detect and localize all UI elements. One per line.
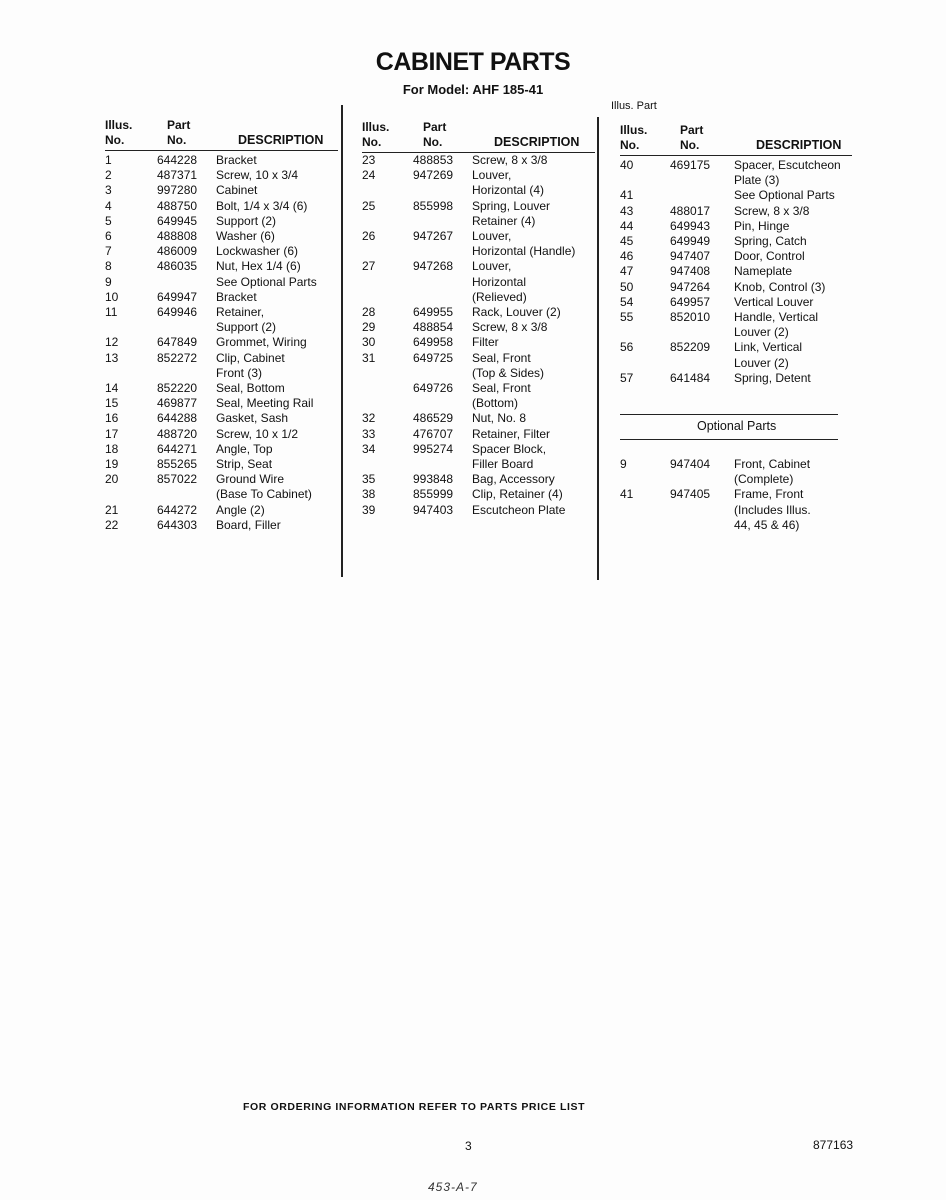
description: Gasket, Sash bbox=[216, 411, 289, 426]
part-number: 649949 bbox=[670, 234, 711, 248]
illus-number: 8 bbox=[105, 259, 112, 274]
illus-number: 57 bbox=[620, 370, 634, 385]
illus-number: 9 bbox=[620, 457, 627, 471]
description: Grommet, Wiring bbox=[216, 335, 307, 350]
description: Louver (2) bbox=[734, 325, 789, 340]
handwritten-note: 453-A-7 bbox=[428, 1180, 478, 1194]
description: (Complete) bbox=[734, 472, 794, 487]
illus-number: 56 bbox=[620, 340, 634, 355]
description: Horizontal (4) bbox=[472, 183, 545, 198]
illus-number: 35 bbox=[362, 472, 376, 487]
header-illus-no: No. bbox=[620, 138, 640, 152]
description: Rack, Louver (2) bbox=[472, 305, 561, 319]
illus-number: 20 bbox=[105, 472, 119, 487]
description: Support (2) bbox=[216, 320, 277, 335]
part-number: 852010 bbox=[670, 310, 711, 324]
part-number: 486035 bbox=[157, 259, 198, 274]
header-part: Part bbox=[423, 120, 447, 134]
illus-number: 14 bbox=[105, 381, 119, 395]
model-subtitle: For Model: AHF 185-41 bbox=[402, 82, 544, 97]
part-number: 857022 bbox=[157, 472, 198, 487]
part-number: 852220 bbox=[157, 381, 198, 395]
illus-number: 1 bbox=[105, 153, 112, 167]
illus-number: 17 bbox=[105, 426, 119, 441]
part-number: 947407 bbox=[670, 249, 711, 264]
part-number: 486009 bbox=[157, 244, 198, 259]
illus-number: 28 bbox=[362, 305, 376, 319]
description: Screw, 8 x 3/8 bbox=[472, 153, 548, 167]
part-number: 487371 bbox=[157, 168, 198, 183]
illus-number: 23 bbox=[362, 153, 376, 167]
description: Spring, Detent bbox=[734, 370, 811, 385]
description: Screw, 10 x 1/2 bbox=[216, 426, 299, 441]
part-number: 997280 bbox=[157, 183, 198, 198]
illus-number: 39 bbox=[362, 502, 376, 517]
illus-number: 25 bbox=[362, 198, 376, 213]
part-number: 852209 bbox=[670, 340, 711, 355]
header-underline bbox=[105, 150, 338, 151]
description: Nut, Hex 1/4 (6) bbox=[216, 259, 301, 274]
header-part-no: No. bbox=[423, 135, 443, 149]
description: Spacer Block, bbox=[472, 441, 547, 456]
description: Filter bbox=[472, 335, 499, 350]
header-description: DESCRIPTION bbox=[494, 135, 580, 149]
part-number: 644271 bbox=[157, 441, 198, 456]
part-number: 855998 bbox=[413, 198, 454, 213]
part-number: 649947 bbox=[157, 289, 198, 304]
description: Support (2) bbox=[216, 213, 277, 228]
description: Seal, Bottom bbox=[216, 381, 285, 395]
description: Frame, Front bbox=[734, 487, 804, 502]
part-number: 488808 bbox=[157, 229, 198, 243]
description: Link, Vertical bbox=[734, 340, 803, 355]
part-number: 486529 bbox=[413, 411, 454, 426]
illus-number: 7 bbox=[105, 244, 112, 259]
description: Vertical Louver bbox=[734, 294, 814, 309]
header-description: DESCRIPTION bbox=[238, 133, 324, 147]
description: Front, Cabinet bbox=[734, 457, 811, 471]
description: Screw, 8 x 3/8 bbox=[734, 203, 810, 218]
description: Pin, Hinge bbox=[734, 218, 790, 233]
part-number: 488017 bbox=[670, 203, 711, 218]
description: Nameplate bbox=[734, 264, 793, 279]
description: Retainer, Filter bbox=[472, 426, 551, 441]
part-number: 649958 bbox=[413, 335, 454, 350]
description: Spacer, Escutcheon bbox=[734, 158, 841, 172]
part-number: 855265 bbox=[157, 457, 198, 471]
description: Cabinet bbox=[216, 183, 258, 198]
part-number: 649726 bbox=[413, 381, 454, 395]
part-number: 644272 bbox=[157, 502, 198, 517]
part-number: 649955 bbox=[413, 305, 454, 319]
column-divider bbox=[597, 117, 599, 580]
description: Strip, Seat bbox=[216, 457, 273, 471]
part-number: 995274 bbox=[413, 441, 454, 456]
description: Filler Board bbox=[472, 456, 534, 471]
description: Angle (2) bbox=[216, 502, 265, 517]
illus-number: 19 bbox=[105, 457, 119, 471]
page-number: 3 bbox=[465, 1139, 472, 1153]
illus-number: 31 bbox=[362, 350, 376, 365]
divider bbox=[620, 439, 838, 440]
header-part: Part bbox=[167, 118, 191, 132]
description: Spring, Catch bbox=[734, 234, 807, 248]
description: Horizontal bbox=[472, 274, 527, 289]
illus-number: 4 bbox=[105, 198, 112, 213]
illus-number: 10 bbox=[105, 289, 119, 304]
description: Screw, 8 x 3/8 bbox=[472, 320, 548, 335]
description: Louver (2) bbox=[734, 355, 789, 370]
description: Retainer (4) bbox=[472, 213, 536, 228]
part-number: 644288 bbox=[157, 411, 198, 426]
illus-number: 24 bbox=[362, 168, 376, 183]
part-number: 469175 bbox=[670, 158, 711, 172]
description: Louver, bbox=[472, 259, 512, 274]
illus-number: 29 bbox=[362, 320, 376, 335]
illus-number: 16 bbox=[105, 411, 119, 426]
header-part-no: No. bbox=[167, 133, 187, 147]
header-underline bbox=[620, 155, 852, 156]
illus-number: 22 bbox=[105, 517, 119, 532]
illus-number: 32 bbox=[362, 411, 376, 426]
part-number: 947269 bbox=[413, 168, 454, 183]
part-number: 649725 bbox=[413, 350, 454, 365]
part-number: 649946 bbox=[157, 305, 198, 319]
divider bbox=[620, 414, 838, 415]
description: (Includes Illus. bbox=[734, 502, 811, 517]
description: Handle, Vertical bbox=[734, 310, 819, 324]
illus-number: 40 bbox=[620, 158, 634, 172]
document-number: 877163 bbox=[813, 1138, 854, 1152]
part-number: 649945 bbox=[157, 213, 198, 228]
illus-number: 15 bbox=[105, 396, 119, 411]
page-title: CABINET PARTS bbox=[375, 48, 571, 76]
illus-number: 30 bbox=[362, 335, 376, 350]
description: Bracket bbox=[216, 153, 257, 167]
description: Angle, Top bbox=[216, 441, 273, 456]
description: Screw, 10 x 3/4 bbox=[216, 168, 299, 183]
illus-number: 50 bbox=[620, 279, 634, 294]
description: (Relieved) bbox=[472, 289, 527, 304]
column-divider bbox=[341, 105, 343, 577]
illus-number: 26 bbox=[362, 229, 376, 243]
part-number: 649943 bbox=[670, 218, 711, 233]
illus-number: 33 bbox=[362, 426, 376, 441]
illus-number: 43 bbox=[620, 203, 634, 218]
part-number: 947268 bbox=[413, 259, 454, 274]
description: Nut, No. 8 bbox=[472, 411, 527, 426]
part-number: 947408 bbox=[670, 264, 711, 279]
part-number: 855999 bbox=[413, 487, 454, 502]
part-number: 488854 bbox=[413, 320, 454, 335]
description: Bag, Accessory bbox=[472, 472, 555, 487]
header-part: Part bbox=[680, 123, 704, 137]
description: Door, Control bbox=[734, 249, 805, 264]
part-number: 647849 bbox=[157, 335, 198, 350]
illus-number: 45 bbox=[620, 234, 634, 248]
description: Washer (6) bbox=[216, 229, 275, 243]
description: (Top & Sides) bbox=[472, 365, 545, 380]
description: Escutcheon Plate bbox=[472, 502, 566, 517]
description: See Optional Parts bbox=[734, 188, 835, 203]
part-number: 649957 bbox=[670, 294, 711, 309]
part-number: 644228 bbox=[157, 153, 198, 167]
illus-number: 9 bbox=[105, 274, 112, 289]
part-number: 488720 bbox=[157, 426, 198, 441]
description: Louver, bbox=[472, 168, 512, 183]
illus-number: 38 bbox=[362, 487, 376, 502]
illus-number: 34 bbox=[362, 441, 376, 456]
header-illus: Illus. bbox=[620, 123, 648, 137]
part-number: 644303 bbox=[157, 517, 198, 532]
part-number: 947405 bbox=[670, 487, 711, 502]
illus-number: 21 bbox=[105, 502, 119, 517]
illus-number: 2 bbox=[105, 168, 112, 183]
description: Lockwasher (6) bbox=[216, 244, 299, 259]
description: (Base To Cabinet) bbox=[216, 487, 312, 502]
illus-number: 5 bbox=[105, 213, 112, 228]
illus-number: 3 bbox=[105, 183, 112, 198]
illus-number: 41 bbox=[620, 188, 634, 203]
part-number: 488853 bbox=[413, 153, 454, 167]
illus-number: 12 bbox=[105, 335, 119, 350]
part-number: 947404 bbox=[670, 457, 711, 471]
header-description: DESCRIPTION bbox=[756, 138, 842, 152]
illus-number: 11 bbox=[105, 305, 118, 319]
part-number: 476707 bbox=[413, 426, 454, 441]
part-number: 641484 bbox=[670, 370, 711, 385]
description: (Bottom) bbox=[472, 396, 519, 411]
description: Board, Filler bbox=[216, 517, 281, 532]
illus-number: 55 bbox=[620, 310, 634, 324]
header-illus-no: No. bbox=[105, 133, 125, 147]
illus-number: 47 bbox=[620, 264, 634, 279]
description: Clip, Cabinet bbox=[216, 350, 285, 365]
part-number: 947264 bbox=[670, 279, 711, 294]
illus-number: 46 bbox=[620, 249, 634, 264]
description: Seal, Front bbox=[472, 381, 531, 395]
illus-number: 13 bbox=[105, 350, 119, 365]
description: Plate (3) bbox=[734, 173, 780, 188]
description: Louver, bbox=[472, 229, 512, 243]
part-number: 469877 bbox=[157, 396, 198, 411]
description: 44, 45 & 46) bbox=[734, 517, 800, 532]
illus-number: 41 bbox=[620, 487, 634, 502]
description: Seal, Meeting Rail bbox=[216, 396, 314, 411]
description: Ground Wire bbox=[216, 472, 285, 487]
description: Bolt, 1/4 x 3/4 (6) bbox=[216, 198, 308, 213]
ordering-note: FOR ORDERING INFORMATION REFER TO PARTS PRICE LIST bbox=[243, 1101, 586, 1113]
description: See Optional Parts bbox=[216, 274, 317, 289]
description: Spring, Louver bbox=[472, 198, 551, 213]
header-illus: Illus. bbox=[362, 120, 390, 134]
description: Clip, Retainer (4) bbox=[472, 487, 563, 502]
description: Horizontal (Handle) bbox=[472, 244, 576, 259]
illus-number: 18 bbox=[105, 441, 119, 456]
description: Retainer, bbox=[216, 305, 265, 319]
description: Bracket bbox=[216, 289, 257, 304]
stray-header: Illus. Part bbox=[611, 100, 657, 112]
part-number: 947267 bbox=[413, 229, 454, 243]
illus-number: 6 bbox=[105, 229, 112, 243]
part-number: 488750 bbox=[157, 198, 198, 213]
header-illus: Illus. bbox=[105, 118, 133, 132]
part-number: 993848 bbox=[413, 472, 454, 487]
description: Knob, Control (3) bbox=[734, 279, 826, 294]
part-number: 947403 bbox=[413, 502, 454, 517]
illus-number: 44 bbox=[620, 218, 634, 233]
description: Front (3) bbox=[216, 365, 263, 380]
header-illus-no: No. bbox=[362, 135, 382, 149]
illus-number: 27 bbox=[362, 259, 376, 274]
description: Seal, Front bbox=[472, 350, 531, 365]
illus-number: 54 bbox=[620, 294, 634, 309]
header-part-no: No. bbox=[680, 138, 700, 152]
part-number: 852272 bbox=[157, 350, 198, 365]
optional-parts-heading: Optional Parts bbox=[697, 419, 777, 433]
